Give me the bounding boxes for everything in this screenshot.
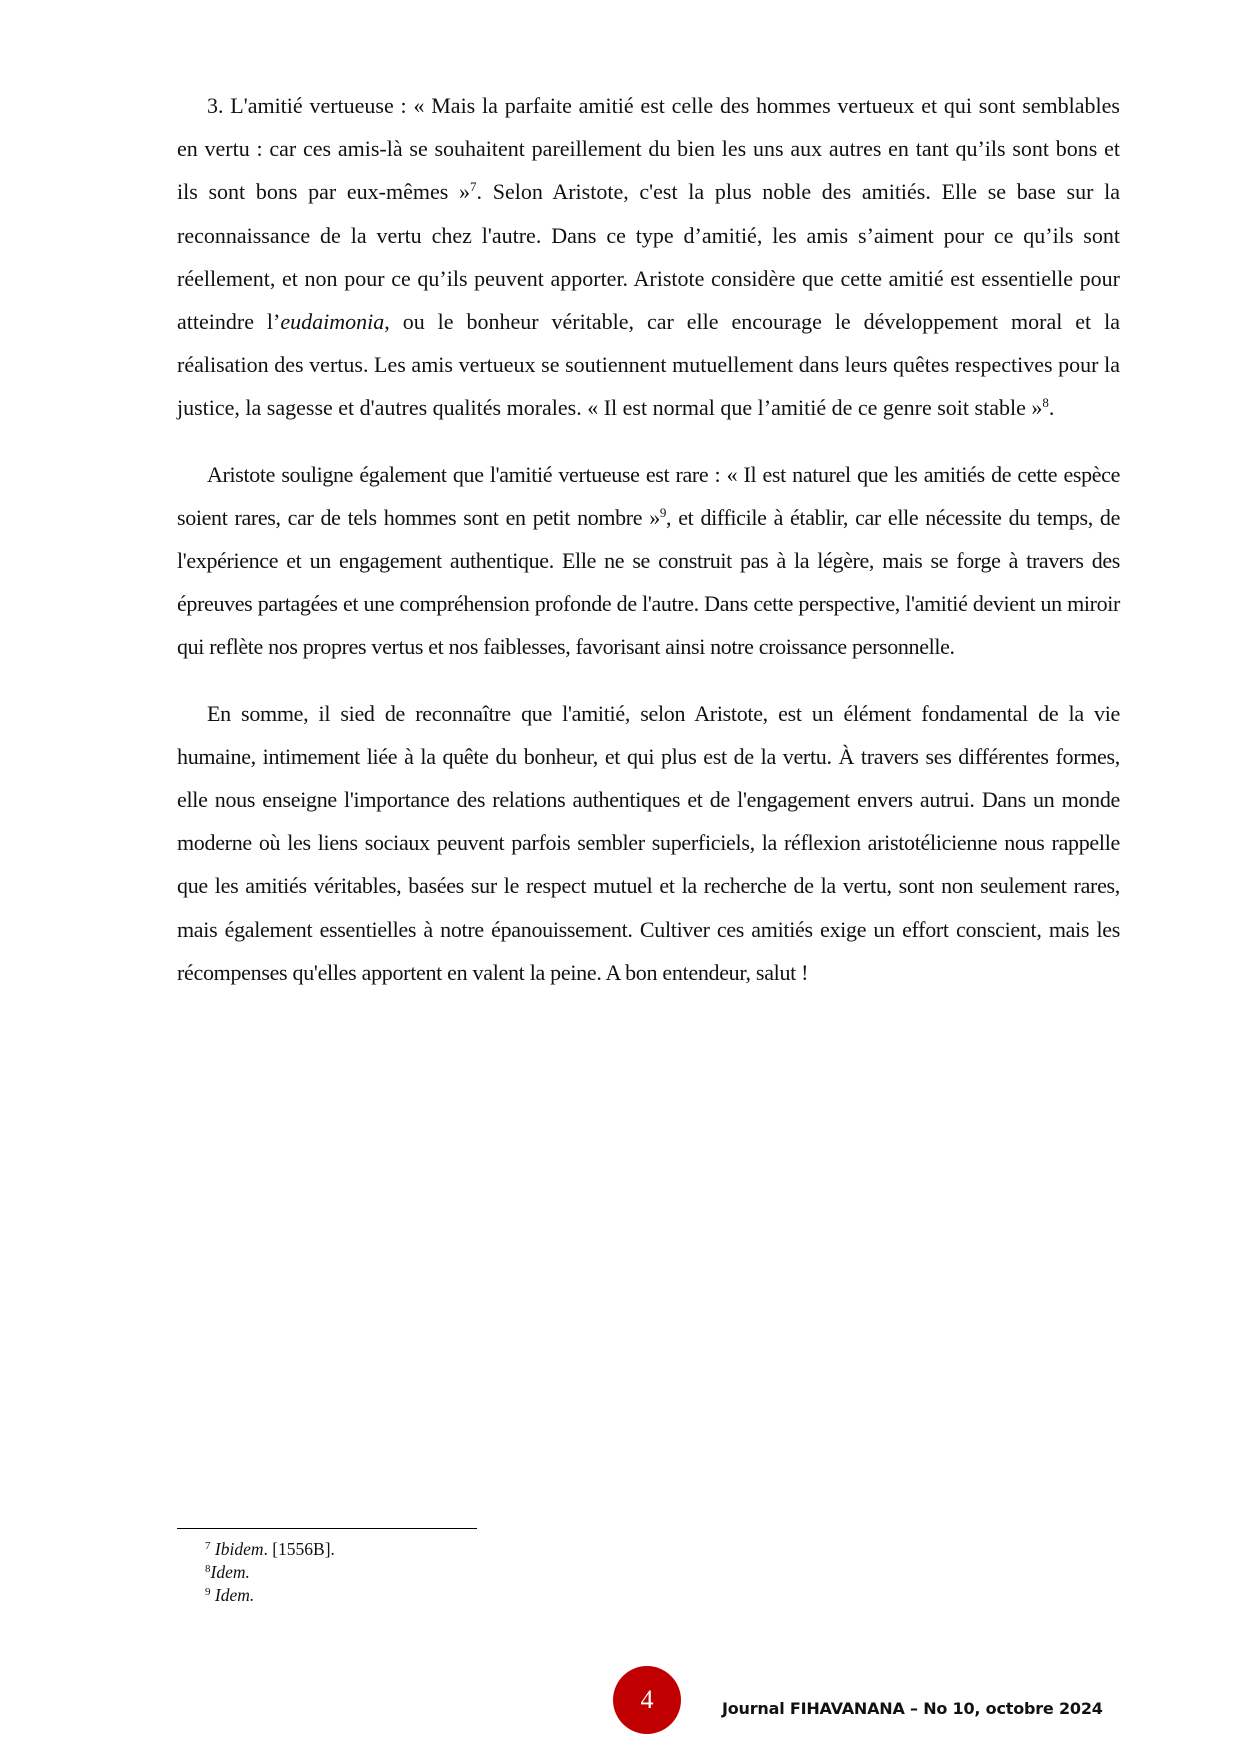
footnote-number: 8 <box>205 1563 211 1575</box>
paragraph-rarity <box>177 453 1120 669</box>
footnote-citation: Ibidem <box>214 1539 264 1559</box>
footnote-citation: Idem. <box>214 1585 255 1605</box>
footnote-ref-9: 9 <box>659 504 667 520</box>
journal-title: Journal FIHAVANANA – No 10, octobre 2024 <box>722 1699 1103 1718</box>
text-run: . <box>1048 395 1055 421</box>
text-run: , et difficile à établir, car elle nécessite du temps, de l'expérience et un engagement authentique. Elle ne se construit pas à la légère, mais se forge à travers des épreuves partagées et une compréhension profonde de l'autre. Dans cette perspective, l'amitié devient un miroir qui reflète nos propres vertus et nos faiblesses, favorisant ainsi notre croissance personnelle. <box>177 504 1120 660</box>
footnote-number: 7 <box>205 1540 211 1552</box>
text-run: En somme, il sied de reconnaître que l'amitié, selon Aristote, est un élément fondamental de la vie humaine, intimement liée à la quête du bonheur, et qui plus est de la vertu. À travers ses différentes formes, elle nous enseigne l'importance des relations authentiques et de l'engagement envers autrui. Dans un monde moderne où les liens sociaux peuvent parfois sembler superficiels, la réflexion aristotélicienne nous rappelle que les amitiés véritables, basées sur le respect mutuel et la recherche de la vertu, sont non seulement rares, mais également essentielles à notre épanouissement. Cultiver ces amitiés exige un effort conscient, mais les récompenses qu'elles apportent en valent la peine. A bon entendeur, salut ! <box>177 700 1120 985</box>
footnote-ref-8: 8 <box>1042 395 1049 411</box>
footnote-7 <box>205 1538 335 1561</box>
footnote-citation: Idem. <box>210 1562 250 1582</box>
footnote-number: 9 <box>205 1586 211 1598</box>
footnote-ref-7: 7 <box>470 179 477 195</box>
text-run: 3. L'amitié vertueuse : « Mais la parfaite amitié est celle des hommes vertueux et qui sont semblables en vertu : car ces amis-là se souhaitent pareillement du bien les uns aux autres en tant qu’ils sont bons et ils sont bons par eux-mêmes » <box>177 93 1120 205</box>
text-run: , ou le bonheur véritable, car elle encourage le développement moral et la réalisation des vertus. Les amis vertueux se soutiennent mutuellement dans leurs quêtes respectives pour la justice, la sagesse et d'autres qualités morales. « Il est normal que l’amitié de ce genre soit stable » <box>177 309 1120 421</box>
paragraph-virtuous-friendship <box>177 84 1120 430</box>
footnote-separator <box>177 1528 477 1529</box>
text-run: Aristote souligne également que l'amitié vertueuse est rare : « Il est naturel que les amitiés de cette espèce soient rares, car de tels hommes sont en petit nombre » <box>177 461 1120 530</box>
footnote-9 <box>205 1584 335 1607</box>
page-number-badge <box>613 1666 681 1734</box>
emphasis-term: eudaimonia <box>280 309 385 335</box>
footnote-8 <box>205 1561 335 1584</box>
footnotes <box>205 1538 335 1607</box>
paragraph-conclusion <box>177 692 1120 994</box>
article-body <box>177 84 1120 994</box>
footnote-reference: . [1556B]. <box>263 1539 335 1559</box>
text-run: . Selon Aristote, c'est la plus noble des amitiés. Elle se base sur la reconnaissance de la vertu chez l'autre. Dans ce type d’amitié, les amis s’aiment pour ce qu’ils sont réellement, et non pour ce qu’ils peuvent apporter. Aristote considère que cette amitié est essentielle pour atteindre l’ <box>177 179 1120 335</box>
page-number: 4 <box>640 1685 654 1714</box>
